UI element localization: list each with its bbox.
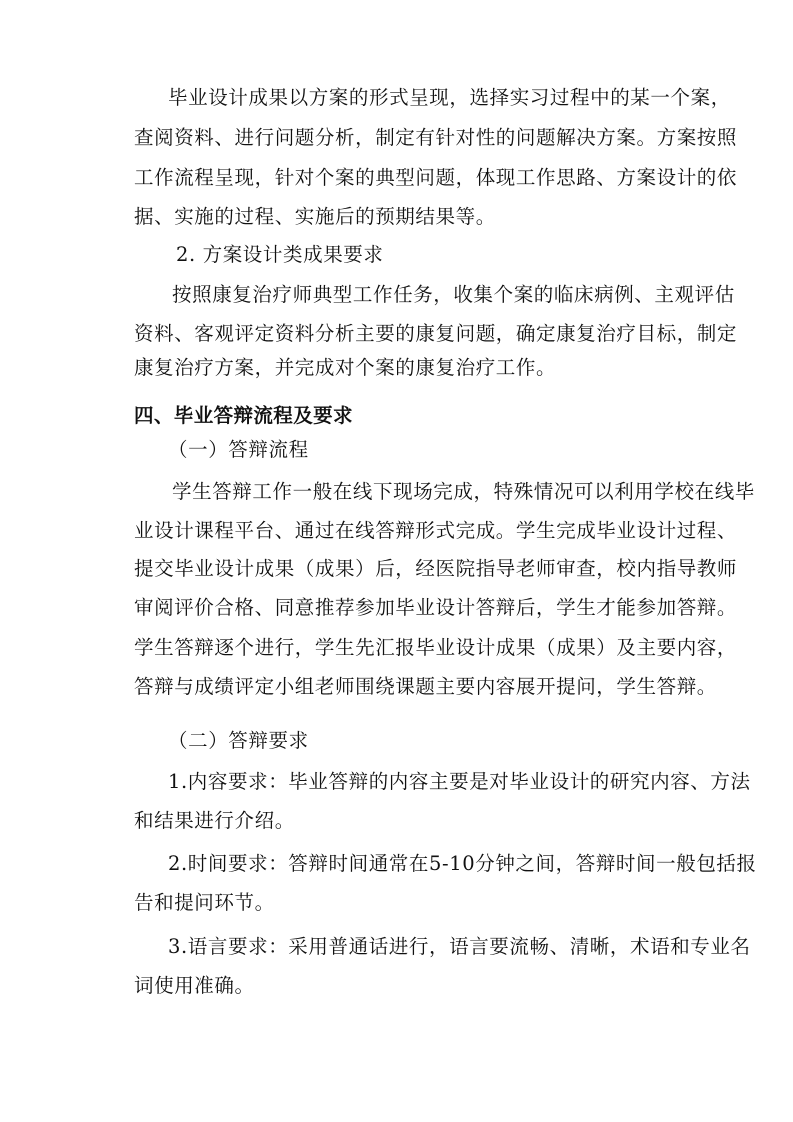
- paragraph-line: 查阅资料、进行问题分析，制定有针对性的问题解决方案。方案按照: [134, 126, 738, 149]
- paragraph-line: 业设计课程平台、通过在线答辩形式完成。学生完成毕业设计过程、: [134, 519, 738, 542]
- subsection-heading: （一）答辩流程: [168, 438, 309, 461]
- paragraph-line: 提交毕业设计成果（成果）后，经医院指导老师审查，校内指导教师: [134, 557, 738, 580]
- paragraph-line: 据、实施的过程、实施后的预期结果等。: [134, 205, 496, 228]
- paragraph-line: 工作流程呈现，针对个案的典型问题，体现工作思路、方案设计的依: [134, 166, 738, 189]
- paragraph-line: 资料、客观评定资料分析主要的康复问题，确定康复治疗目标，制定: [134, 322, 738, 345]
- requirement-line: 和结果进行介绍。: [134, 809, 295, 832]
- requirement-line: 告和提问环节。: [134, 891, 275, 914]
- paragraph-line: 康复治疗方案，并完成对个案的康复治疗工作。: [134, 356, 557, 379]
- subsection-heading: （二）答辩要求: [168, 729, 309, 752]
- paragraph-line: 学生答辩工作一般在线下现场完成，特殊情况可以利用学校在线毕: [172, 480, 755, 503]
- requirement-line: 词使用准确。: [134, 974, 255, 997]
- requirement-line: 1.内容要求：毕业答辩的内容主要是对毕业设计的研究内容、方法: [168, 770, 751, 793]
- paragraph-line: 学生答辩逐个进行，学生先汇报毕业设计成果（成果）及主要内容，: [134, 636, 738, 659]
- paragraph-line: 毕业设计成果以方案的形式呈现，选择实习过程中的某一个案，: [168, 86, 731, 109]
- paragraph-line: 审阅评价合格、同意推荐参加毕业设计答辩后，学生才能参加答辩。: [134, 596, 738, 619]
- paragraph-line: 答辩与成绩评定小组老师围绕课题主要内容展开提问，学生答辩。: [134, 675, 717, 698]
- section-heading: 四、毕业答辩流程及要求: [134, 404, 353, 427]
- requirement-line: 2.时间要求：答辩时间通常在5-10分钟之间，答辩时间一般包括报: [168, 852, 757, 875]
- requirement-line: 3.语言要求：采用普通话进行，语言要流畅、清晰，术语和专业名: [168, 935, 751, 958]
- paragraph-line: 按照康复治疗师典型工作任务，收集个案的临床病例、主观评估: [172, 283, 735, 306]
- subheading-design-requirements: 2. 方案设计类成果要求: [176, 243, 384, 266]
